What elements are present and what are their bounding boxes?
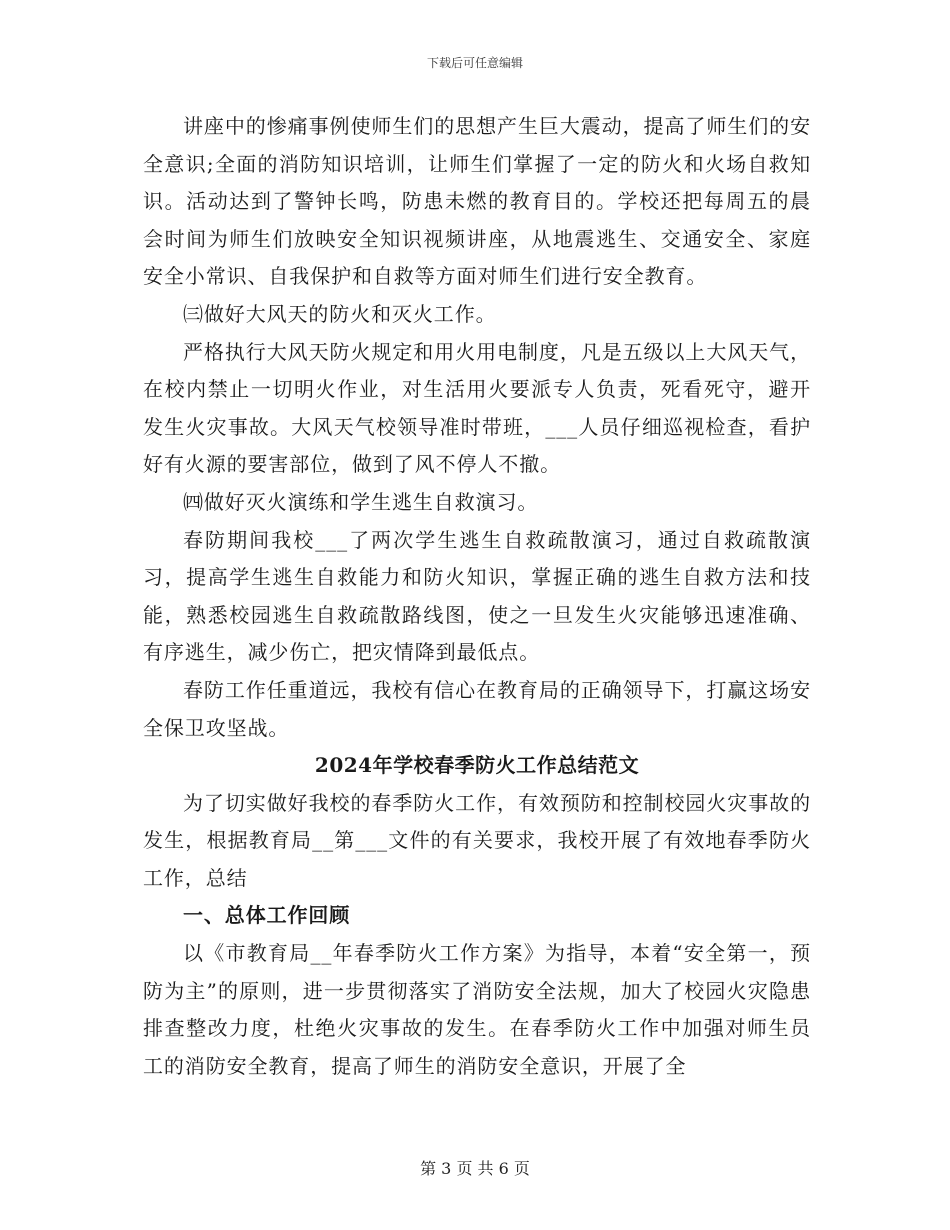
document-title: 2024年学校春季防火工作总结范文	[314, 753, 640, 778]
section-heading: 一、总体工作回顾	[183, 903, 351, 928]
paragraph-intro: 为了切实做好我校的春季防火工作，有效预防和控制校园火灾事故的发生，根据教育局__第___文件的有关要求，我校开展了有效地春季防火工作，总结	[143, 790, 811, 890]
paragraph-section-3: ㈢做好大风天的防火和灭火工作。	[183, 301, 497, 326]
paragraph-lecture: 讲座中的惨痛事例使师生们的思想产生巨大震动，提高了师生们的安全意识;全面的消防知识培训，让师生们掌握了一定的防火和火场自救知识。活动达到了警钟长鸣，防患未燃的教育目的。学校还把每周五的晨会时间为师生们放映安全知识视频讲座，从地震逃生、交通安全、家庭安全小常识、自我保护和自救等方面对师生们进行安全教育。	[143, 114, 811, 289]
paragraph-windy-day: 严格执行大风天防火规定和用火用电制度，凡是五级以上大风天气，在校内禁止一切明火作业，对生活用火要派专人负责，死看死守，避开发生火灾事故。大风天气校领导准时带班，___人员仔细巡视检查，看护好有火源的要害部位，做到了风不停人不撤。	[143, 339, 811, 477]
paragraph-review: 以《市教育局__年春季防火工作方案》为指导，本着“安全第一，预防为主”的原则，进一步贯彻落实了消防安全法规，加大了校园火灾隐患排查整改力度，杜绝火灾事故的发生。在春季防火工作中加强对师生员工的消防安全教育，提高了师生的消防安全意识，开展了全	[143, 941, 811, 1078]
document-body	[143, 108, 811, 1085]
paragraph-conclusion: 春防工作任重道远，我校有信心在教育局的正确领导下，打赢这场安全保卫攻坚战。	[143, 677, 811, 740]
header-note: 下载后可任意编辑	[426, 56, 523, 70]
page-footer: 第 3 页 共 6 页	[420, 1159, 530, 1178]
paragraph-section-4: ㈣做好灭火演练和学生逃生自救演习。	[183, 489, 539, 514]
paragraph-drill: 春防期间我校___了两次学生逃生自救疏散演习，通过自救疏散演习，提高学生逃生自救能力和防火知识，掌握正确的逃生自救方法和技能，熟悉校园逃生自救疏散路线图，使之一旦发生火灾能够迅速准确、有序逃生，减少伤亡，把灾情降到最低点。	[143, 527, 811, 665]
